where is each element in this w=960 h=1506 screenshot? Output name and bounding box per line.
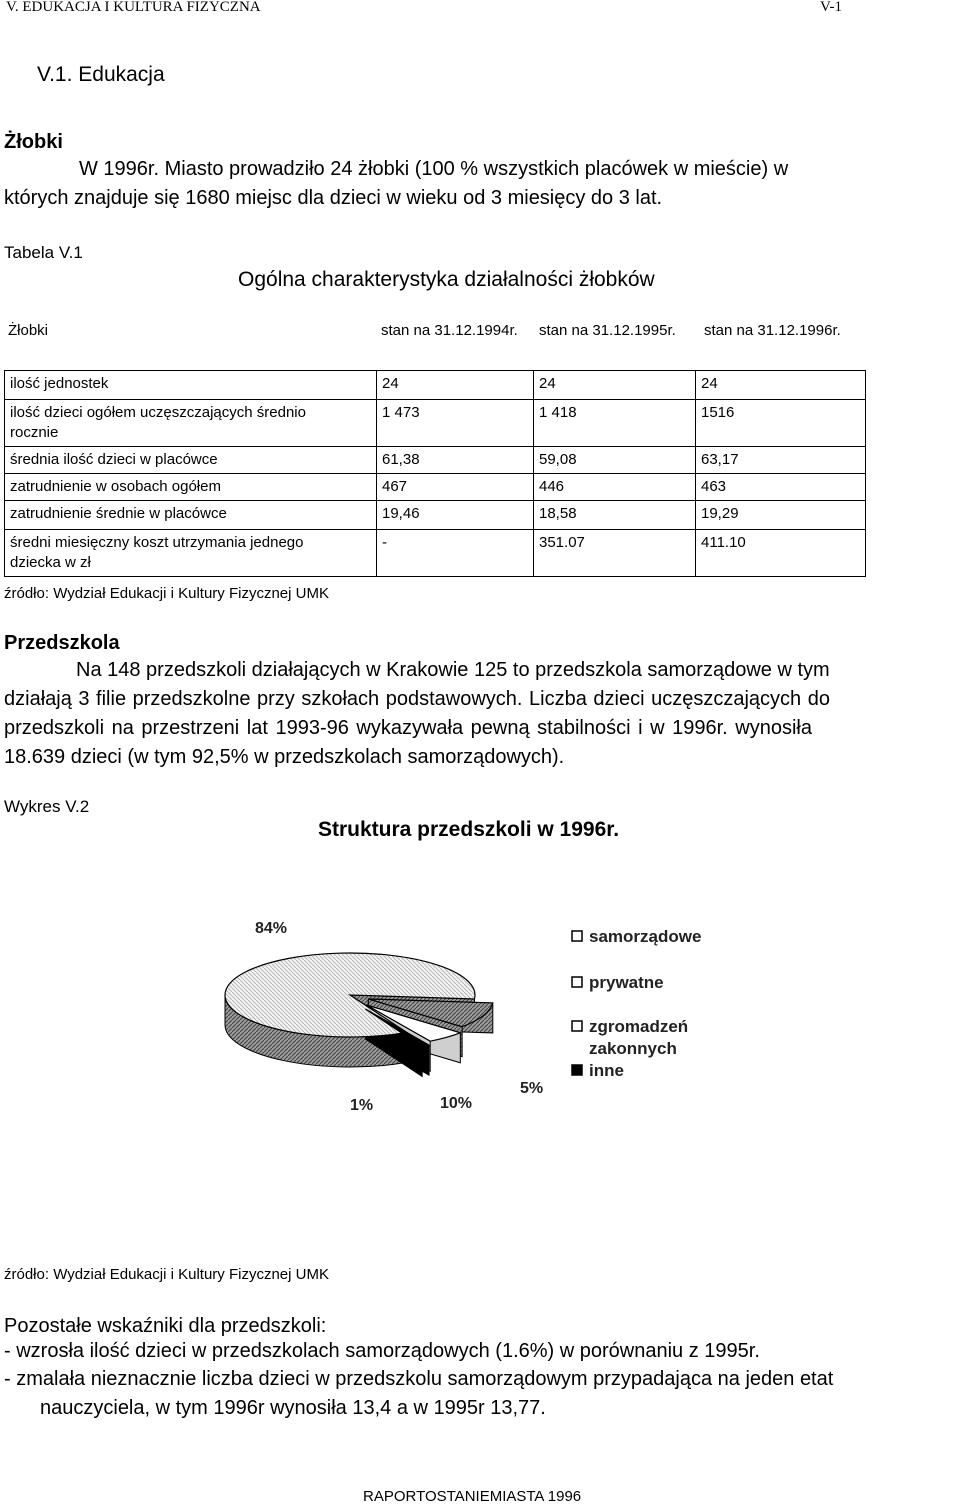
- table-cell: 24: [534, 371, 696, 400]
- table-title: Ogólna charakterystyka działalności żłobków: [238, 268, 655, 291]
- table-cell: 1 473: [377, 400, 534, 447]
- pie-value-label: 5%: [520, 1080, 544, 1097]
- table-cell: 18,58: [534, 501, 696, 530]
- table-cell: 351.07: [534, 530, 696, 577]
- table-cell: zatrudnienie średnie w placówce: [5, 501, 377, 530]
- pie-value-label: 84%: [255, 920, 288, 937]
- page-header-title: V. EDUKACJA I KULTURA FIZYCZNA: [6, 0, 261, 15]
- table-cell: 24: [377, 371, 534, 400]
- table-row: [5, 530, 866, 577]
- legend-label: samorządowe: [589, 927, 702, 946]
- przedszkola-paragraph-line3: przedszkoli na przestrzeni lat 1993-96 wykazywała pewną stabilności i w 1996r. wynosiła: [4, 717, 812, 739]
- table-cell: 446: [534, 474, 696, 501]
- pie-value-label: 10%: [440, 1095, 473, 1112]
- table-cell: 463: [696, 474, 866, 501]
- chart-source: źródło: Wydział Edukacji i Kultury Fizycznej UMK: [4, 1266, 329, 1283]
- table-cell: 59,08: [534, 447, 696, 474]
- table-cell: 411.10: [696, 530, 866, 577]
- table-header-1995: stan na 31.12.1995r.: [539, 322, 676, 339]
- table-source: źródło: Wydział Edukacji i Kultury Fizycznej UMK: [4, 585, 329, 602]
- table-cell: 63,17: [696, 447, 866, 474]
- zlobki-heading: Żłobki: [4, 131, 63, 153]
- pie-slices: [225, 953, 493, 1076]
- table-cell: zatrudnienie w osobach ogółem: [5, 474, 377, 501]
- page-number: V-1: [820, 0, 842, 15]
- przedszkola-paragraph-line1: Na 148 przedszkoli działających w Krakowie 125 to przedszkola samorządowe w tym: [76, 659, 830, 681]
- table-cell: ilość jednostek: [5, 371, 377, 400]
- table-label: Tabela V.1: [4, 243, 83, 262]
- przedszkola-paragraph-line2: działają 3 filie przedszkolne przy szkołach podstawowych. Liczba dzieci uczęszczających do: [4, 688, 830, 710]
- indicator-item-2-cont: nauczyciela, w tym 1996r wynosiła 13,4 a w 1995r 13,77.: [40, 1397, 546, 1419]
- chart-legend: [572, 927, 701, 1080]
- zlobki-paragraph-line2: których znajduje się 1680 miejsc dla dzieci w wieku od 3 miesięcy do 3 lat.: [4, 187, 663, 209]
- przedszkola-paragraph-line4: 18.639 dzieci (w tym 92,5% w przedszkolach samorządowych).: [4, 746, 565, 768]
- legend-label: prywatne: [589, 973, 664, 992]
- table-cell: 61,38: [377, 447, 534, 474]
- zlobki-table: [4, 370, 866, 577]
- chart-label: Wykres V.2: [4, 797, 90, 816]
- table-cell: 467: [377, 474, 534, 501]
- table-cell: 19,46: [377, 501, 534, 530]
- table-cell: 1 418: [534, 400, 696, 447]
- page-footer: RAPORTOSTANIEMIASTA 1996: [363, 1488, 582, 1505]
- indicator-item-1: - wzrosła ilość dzieci w przedszkolach samorządowych (1.6%) w porównaniu z 1995r.: [4, 1340, 760, 1362]
- table-header-name: Żłobki: [8, 322, 49, 339]
- table-row: [5, 371, 866, 400]
- legend-swatch: [572, 1065, 582, 1075]
- table-cell: 1516: [696, 400, 866, 447]
- legend-label: zgromadzeń: [589, 1017, 689, 1036]
- table-cell: 24: [696, 371, 866, 400]
- table-row: [5, 400, 866, 447]
- table-row: [5, 474, 866, 501]
- table-cell: średnia ilość dzieci w placówce: [5, 447, 377, 474]
- zlobki-paragraph-line1: W 1996r. Miasto prowadziło 24 żłobki (100 % wszystkich placówek w mieście) w: [79, 158, 789, 180]
- table-row: [5, 501, 866, 530]
- table-cell: średni miesięczny koszt utrzymania jednego dziecka w zł: [5, 530, 377, 577]
- chart-title: Struktura przedszkoli w 1996r.: [318, 818, 620, 841]
- indicators-heading: Pozostałe wskaźniki dla przedszkoli:: [4, 1315, 327, 1337]
- legend-swatch: [572, 977, 582, 987]
- legend-label: inne: [589, 1061, 624, 1080]
- legend-swatch: [572, 1021, 582, 1031]
- table-header-1994: stan na 31.12.1994r.: [381, 322, 518, 339]
- legend-swatch: [572, 931, 582, 941]
- legend-label: zakonnych: [589, 1039, 677, 1058]
- przedszkola-heading: Przedszkola: [4, 632, 120, 654]
- section-title: V.1. Edukacja: [37, 63, 165, 86]
- table-row: [5, 447, 866, 474]
- table-header-1996: stan na 31.12.1996r.: [704, 322, 841, 339]
- table-cell: ilość dzieci ogółem uczęszczających średnio rocznie: [5, 400, 377, 447]
- indicator-item-2: - zmalała nieznacznie liczba dzieci w przedszkolu samorządowym przypadająca na jeden etat: [4, 1368, 834, 1390]
- pie-chart: [200, 900, 740, 1130]
- table-cell: -: [377, 530, 534, 577]
- table-cell: 19,29: [696, 501, 866, 530]
- pie-value-label: 1%: [350, 1097, 374, 1114]
